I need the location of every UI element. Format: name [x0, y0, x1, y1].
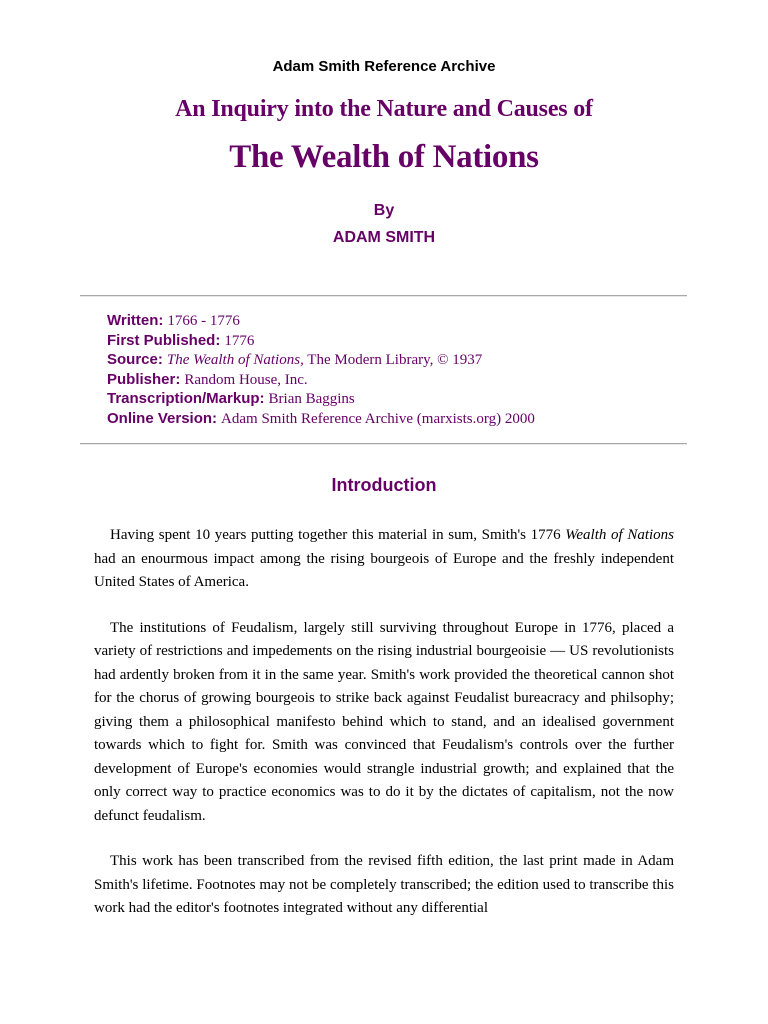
meta-written: [107, 311, 687, 331]
meta-online-version-label: Online Version:: [107, 409, 218, 427]
bottom-divider: [80, 443, 687, 445]
meta-source: [107, 350, 687, 370]
meta-source-label: Source:: [107, 351, 163, 368]
archive-header: Adam Smith Reference Archive: [272, 58, 496, 75]
meta-source-title: The Wealth of Nations,: [166, 352, 304, 368]
paragraph-1-book-title: Wealth of Nations: [565, 527, 674, 543]
meta-written-value: 1766 - 1776: [167, 313, 240, 329]
by-label: By: [373, 202, 395, 219]
meta-first-published: [107, 331, 687, 351]
meta-first-published-label: First Published:: [107, 331, 221, 349]
section-heading-introduction: Introduction: [331, 475, 437, 495]
meta-online-version-value: Adam Smith Reference Archive (marxists.org) 2000: [221, 410, 535, 427]
meta-online-version: [107, 409, 687, 429]
meta-source-rest: The Modern Library, © 1937: [303, 352, 483, 368]
meta-publisher-value: Random House, Inc.: [184, 371, 308, 388]
paragraph-1: [94, 524, 674, 595]
meta-first-published-value: 1776: [224, 332, 255, 349]
paragraph-3: This work has been transcribed from the revised fifth edition, the last print made in Adam Smith's lifetime. Footnotes may not be completely transcribed; the edition used to transcribe this work had the editor's footnotes integrated without any differential: [94, 853, 674, 916]
meta-source-value: [167, 352, 482, 368]
meta-transcription-label: Transcription/Markup:: [107, 390, 265, 407]
author-name: ADAM SMITH: [332, 229, 436, 246]
meta-transcription: [107, 389, 687, 409]
book-subtitle: An Inquiry into the Nature and Causes of: [175, 96, 593, 122]
book-title: The Wealth of Nations: [229, 139, 539, 175]
paragraph-2: The institutions of Feudalism, largely still surviving throughout Europe in 1776, placed a variety of restrictions and impedements on the rising industrial bourgeoisie — US revolutionists had ardently broken from it in the same year. Smith's work provided the theoretical cannon shot for the chorus of growing bourgeois to strike back against Feudalist bureacracy and philsophy; giving them a philosophical manifesto behind which to stand, and an idealised government towards which to fight for. Smith was convinced that Feudalism's controls over the further development of Europe's economies would strangle industrial growth; and explained that the only correct way to practice economics was to do it by the dictates of capitalism, not the now defunct feudalism.: [94, 619, 674, 824]
meta-publisher: [107, 370, 687, 390]
meta-publisher-label: Publisher:: [107, 370, 181, 388]
meta-written-label: Written:: [107, 312, 164, 329]
paragraph-1-end: had an enourmous impact among the rising bourgeois of Europe and the freshly independent United States of America.: [94, 550, 674, 590]
introduction-body: [94, 524, 674, 943]
paragraph-1-start: Having spent 10 years putting together this material in sum, Smith's 1776: [110, 527, 566, 543]
metadata-block: [107, 311, 687, 428]
meta-transcription-value: Brian Baggins: [268, 391, 355, 407]
top-divider: [80, 295, 687, 297]
